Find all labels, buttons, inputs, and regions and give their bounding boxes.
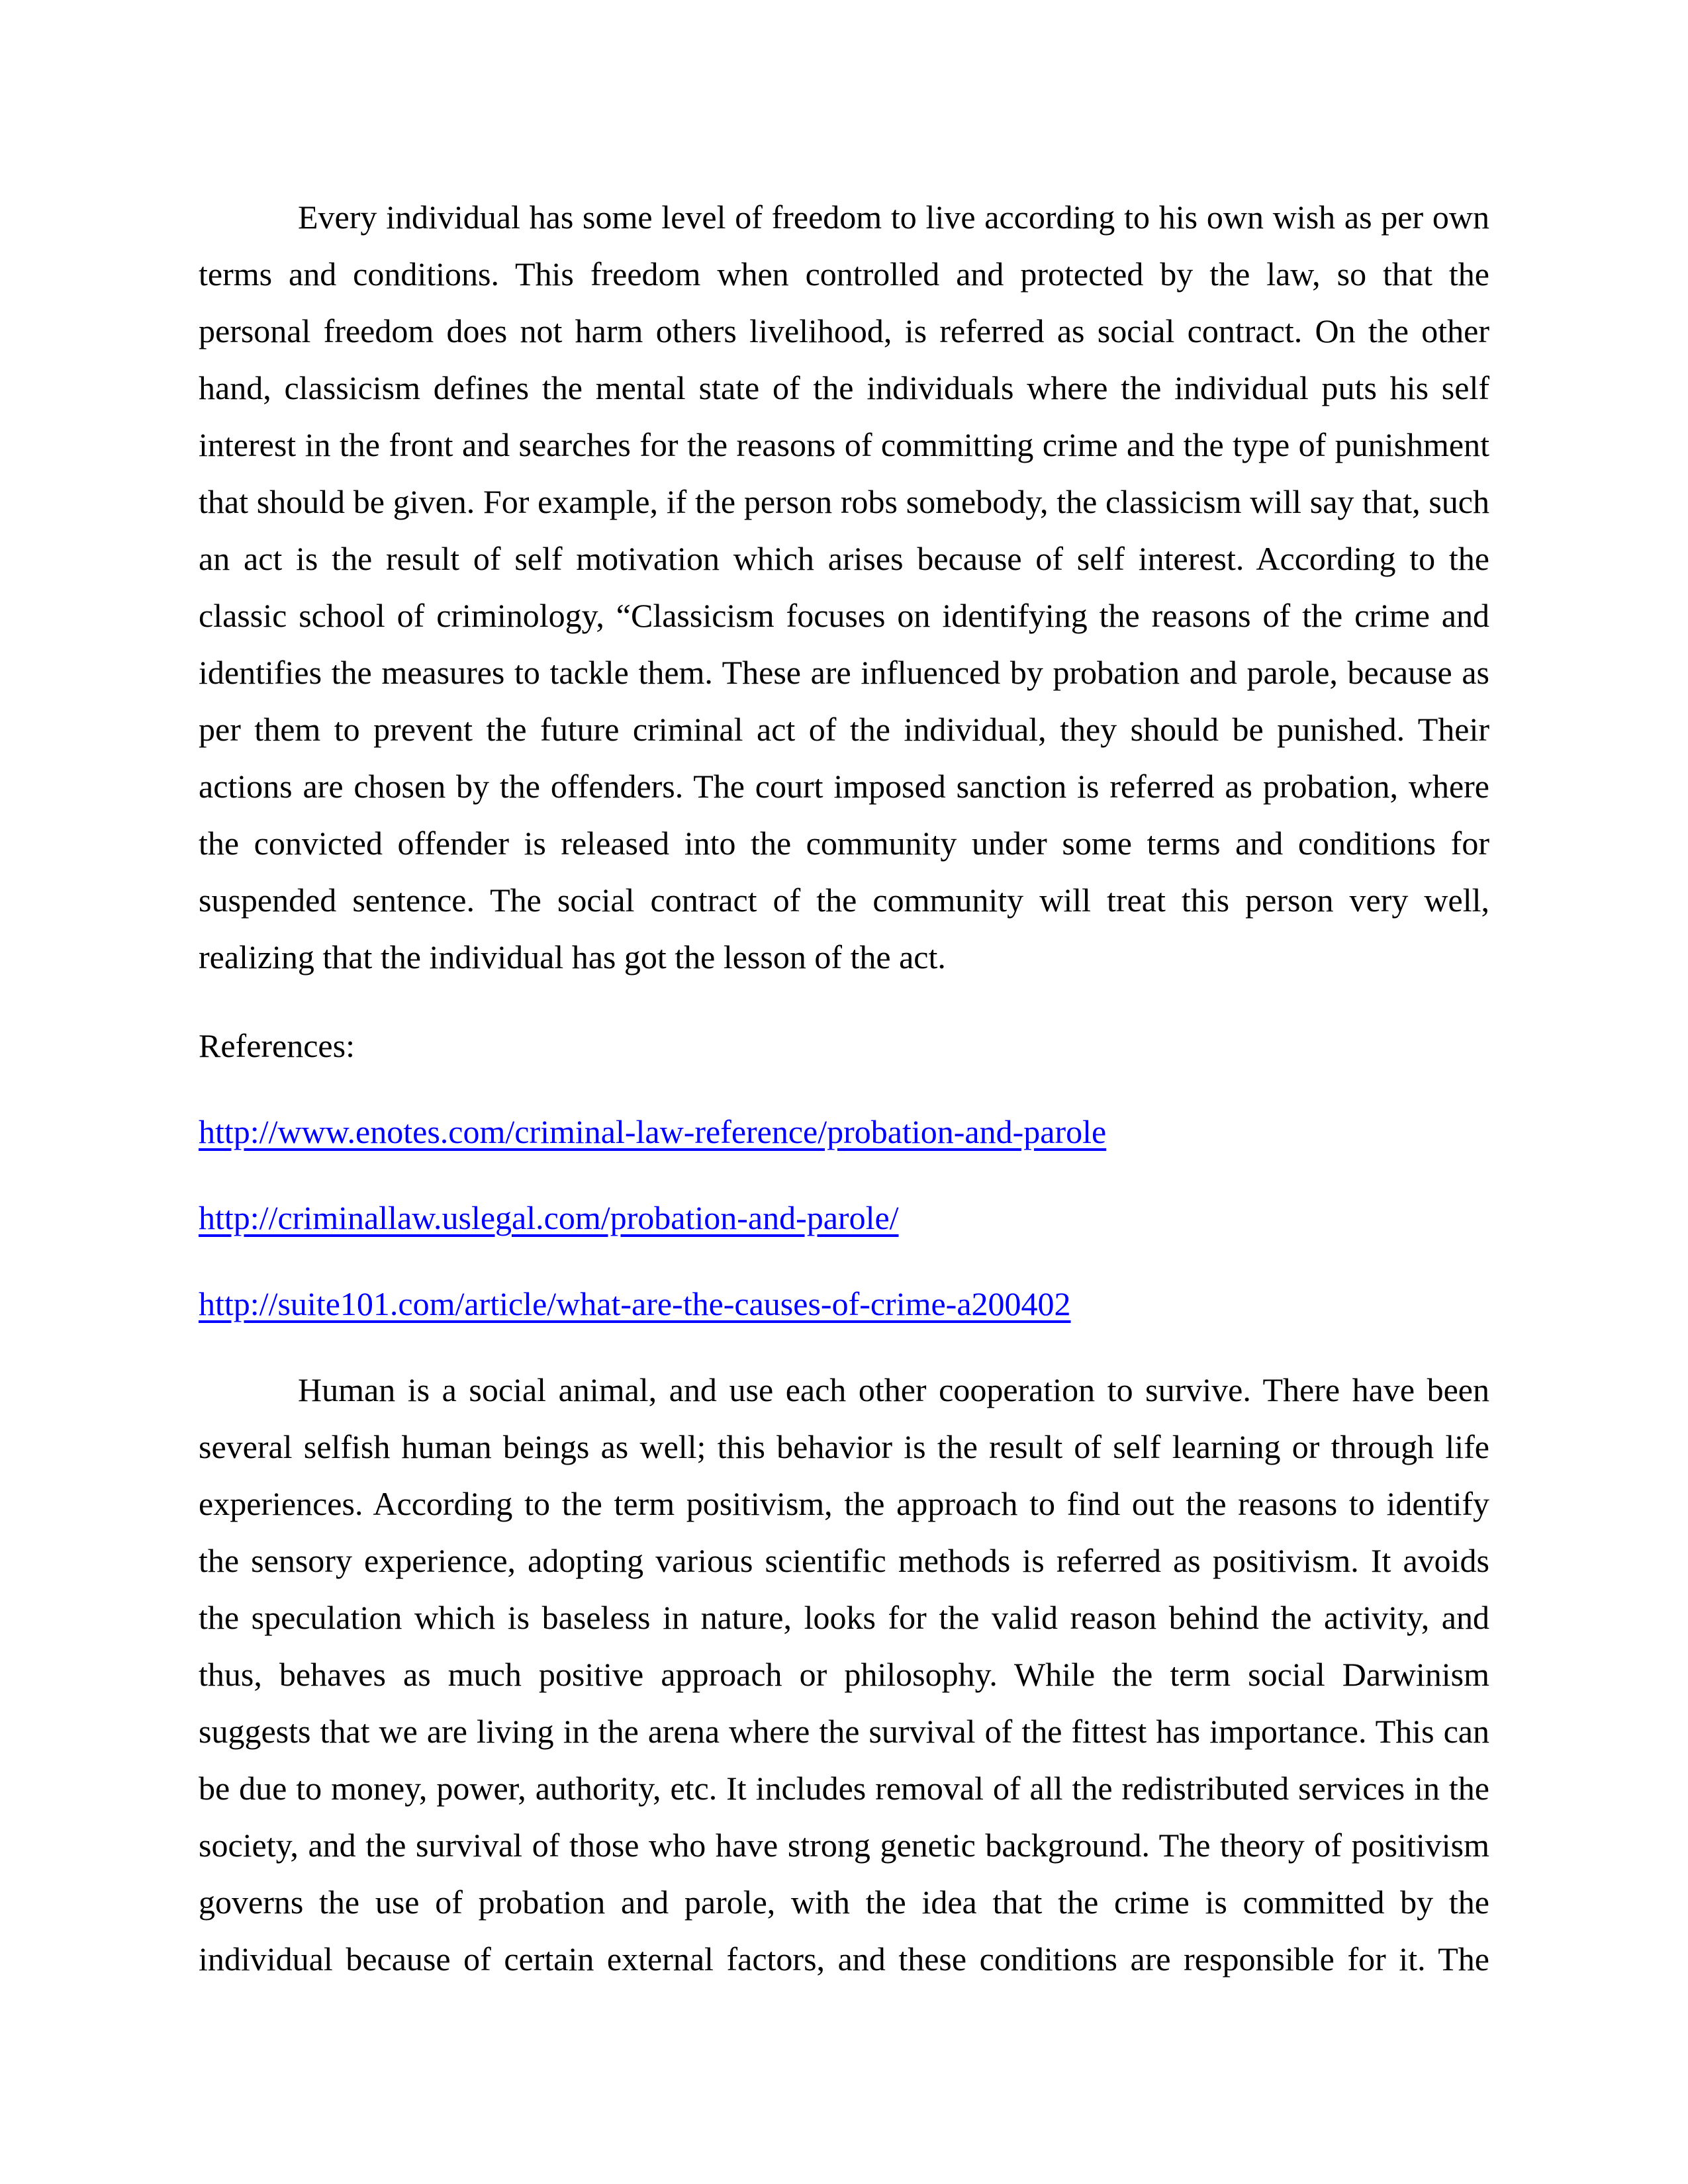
reference-link-enotes[interactable]: http://www.enotes.com/criminal-law-reference/probation-and-parole <box>199 1113 1107 1150</box>
paragraph-positivism-darwinism: Human is a social animal, and use each other cooperation to survive. There have been several selfish human beings as well; this behavior is the result of self learning or through life experiences. According to the term positivism, the approach to find out the reasons to identify the sensory experience, adopting various scientific methods is referred as positivism. It avoids the speculation which is baseless in nature, looks for the valid reason behind the activity, and thus, behaves as much positive approach or philosophy. While the term social Darwinism suggests that we are living in the arena where the survival of the fittest has importance. This can be due to money, power, authority, etc. It includes removal of all the redistributed services in the society, and the survival of those who have strong genetic background. The theory of positivism governs the use of probation and parole, with the idea that the crime is committed by the individual because of certain external factors, and these conditions are responsible for it. The <box>199 1371 1489 1978</box>
references-heading: References: <box>199 1027 355 1064</box>
reference-link-uslegal[interactable]: http://criminallaw.uslegal.com/probation-and-parole/ <box>199 1199 899 1236</box>
reference-item <box>199 1103 1489 1160</box>
reference-item <box>199 1189 1489 1246</box>
paragraph-social-contract-classicism: Every individual has some level of freedom to live according to his own wish as per own terms and conditions. This freedom when controlled and protected by the law, so that the personal freedom does not harm others livelihood, is referred as social contract. On the other hand, classicism defines the mental state of the individuals where the individual puts his self interest in the front and searches for the reasons of committing crime and the type of punishment that should be given. For example, if the person robs somebody, the classicism will say that, such an act is the result of self motivation which arises because of self interest. According to the classic school of criminology, “Classicism focuses on identifying the reasons of the crime and identifies the measures to tackle them. These are influenced by probation and parole, because as per them to prevent the future criminal act of the individual, they should be punished. Their actions are chosen by the offenders. The court imposed sanction is referred as probation, where the convicted offender is released into the community under some terms and conditions for suspended sentence. The social contract of the community will treat this person very well, realizing that the individual has got the lesson of the act. <box>199 199 1489 976</box>
reference-link-suite101[interactable]: http://suite101.com/article/what-are-the-causes-of-crime-a200402 <box>199 1285 1071 1322</box>
reference-item <box>199 1275 1489 1332</box>
